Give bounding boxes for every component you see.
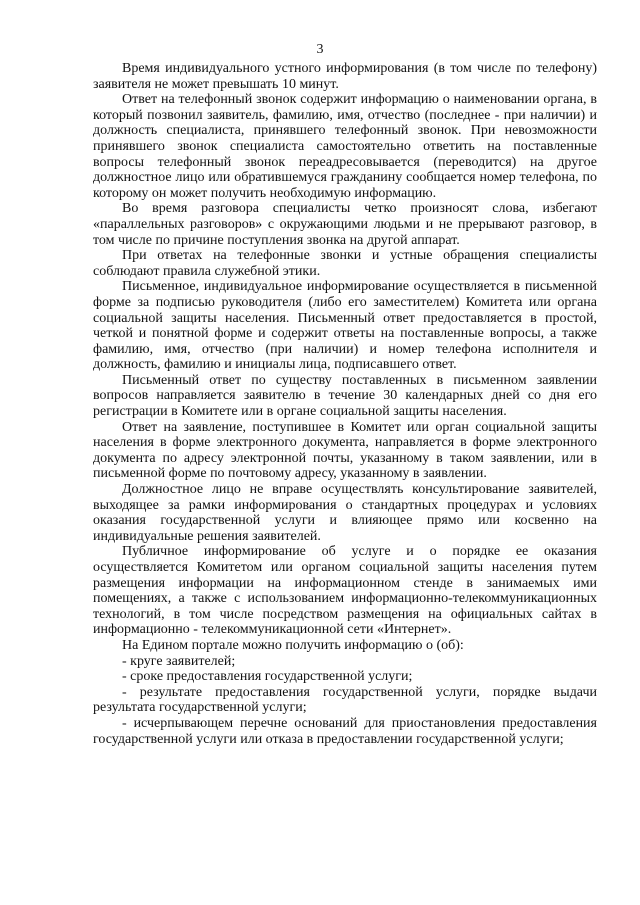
paragraph-official-limits: Должностное лицо не вправе осуществлять консультирование заявителей, выходящее за рамки информирования о стандартных процедурах и условиях оказания государственной услуги и влияющее прямо или косвенно на индивидуальные решения заявителей. [93, 482, 597, 544]
list-item-suspension-grounds: - исчерпывающем перечне оснований для приостановления предоставления государственной услуги или отказа в предоставлении государственной услуги; [93, 715, 597, 747]
paragraph-written-response-deadline: Письменный ответ по существу поставленных в письменном заявлении вопросов направляется заявителю в течение 30 календарных дней со дня его регистрации в Комитете или в органе социальной защиты населения. [93, 372, 597, 420]
document-body [93, 61, 597, 747]
paragraph-written-informing: Письменное, индивидуальное информирование осуществляется в письменной форме за подписью руководителя (либо его заместителем) Комитета или органа социальной защиты населения. Письменный ответ предоставляется в простой, четкой и понятной форме и содержит ответы на поставленные вопросы, а также фамилию, имя, отчество (при наличии) и номер телефона исполнителя и должность, фамилию и инициалы лица, подписавшего ответ. [93, 279, 597, 373]
paragraph-service-ethics: При ответах на телефонные звонки и устные обращения специалисты соблюдают правила служебной этики. [93, 248, 597, 279]
paragraph-single-portal: На Едином портале можно получить информацию о (об): [122, 637, 464, 653]
paragraph-conversation-rules: Во время разговора специалисты четко произносят слова, избегают «параллельных разговоров» с окружающими людьми и не прерывают разговор, в том числе по причине поступления звонка на другой аппарат. [93, 201, 597, 248]
list-item-applicants: - круге заявителей; [122, 653, 236, 669]
paragraph-consultation-time: Время индивидуального устного информирования (в том числе по телефону) заявителя не может превышать 10 минут. [93, 61, 597, 92]
paragraph-phone-answer: Ответ на телефонный звонок содержит информацию о наименовании органа, в который позвонил заявитель, фамилию, имя, отчество (последнее - при наличии) и должность специалиста, принявшего телефонный звонок. При невозможности принявшего звонок специалиста самостоятельно ответить на поставленные вопросы телефонный звонок переадресовывается (переводится) на другое должностное лицо или обратившемуся гражданину сообщается номер телефона, по которому он может получить необходимую информацию. [93, 92, 597, 201]
page-number: 3 [316, 42, 324, 57]
paragraph-electronic-response: Ответ на заявление, поступившее в Комитет или орган социальной защиты населения в форме электронного документа, направляется в форме электронного документа по адресу электронной почты, указанному в таком заявлении, или в письменной форме по почтовому адресу, указанному в заявлении. [93, 419, 597, 482]
list-item-service-term: - сроке предоставления государственной услуги; [122, 669, 413, 685]
list-item-service-result: - результате предоставления государственной услуги, порядке выдачи результата государственной услуги; [93, 684, 597, 716]
paragraph-public-informing: Публичное информирование об услуге и о порядке ее оказания осуществляется Комитетом или органом социальной защиты населения путем размещения информации на информационном стенде в занимаемых ими помещениях, а также с использованием информационно-телекоммуникационных технологий, в том числе посредством размещения на официальных сайтах в информационно - телекоммуникационной сети «Интернет». [93, 544, 597, 638]
